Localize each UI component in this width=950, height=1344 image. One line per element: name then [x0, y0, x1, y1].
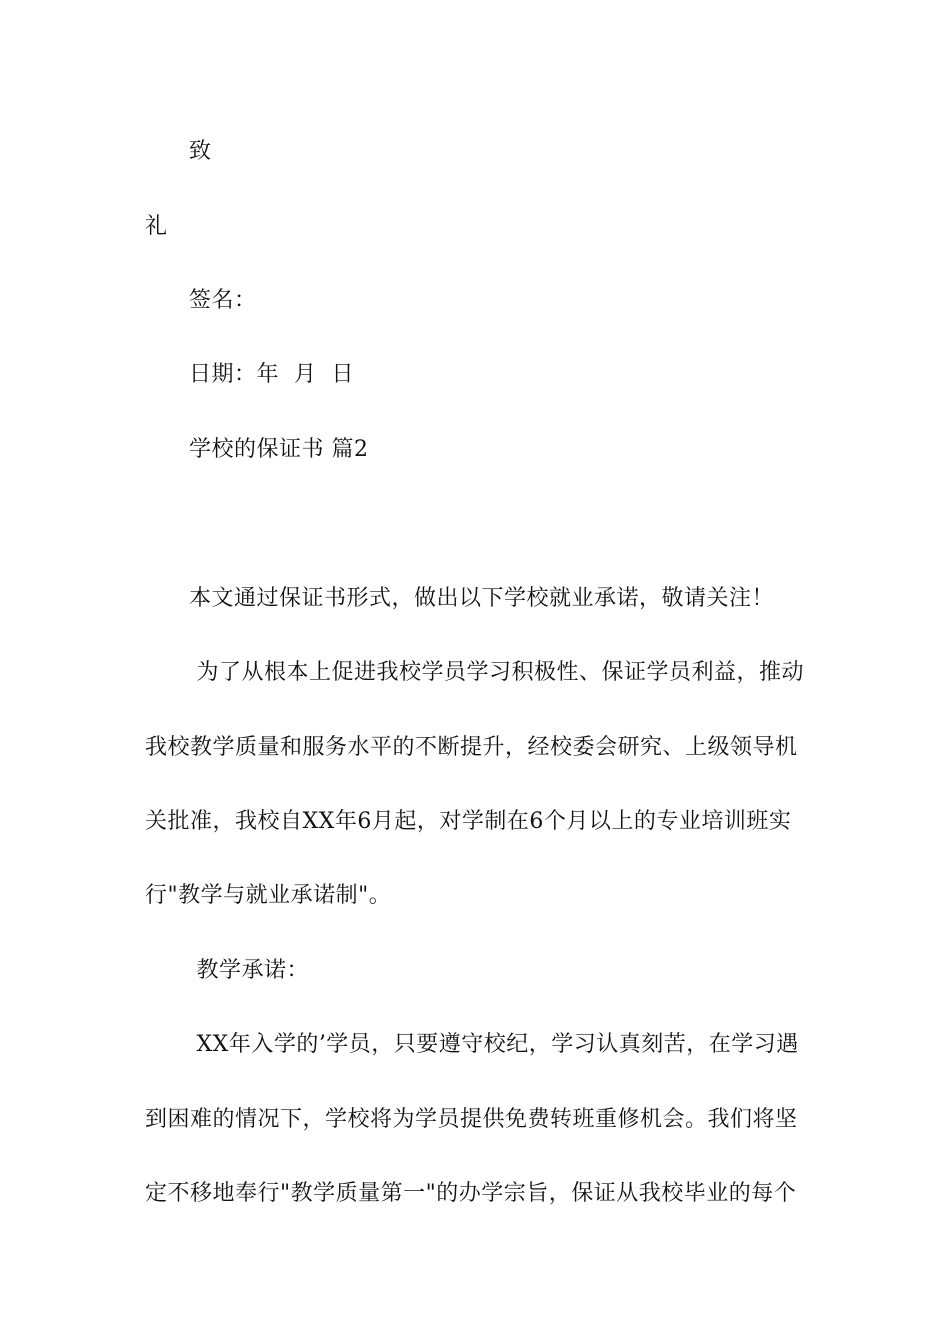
paragraph-2-line-3: 定不移地奉行"教学质量第一"的办学宗旨，保证从我校毕业的每个 [145, 1181, 797, 1206]
teaching-promise-heading: 教学承诺： [189, 958, 309, 983]
paragraph-1-line-3: 关批准，我校自XX年6月起，对学制在6个月以上的专业培训班实 [145, 809, 792, 834]
intro-paragraph: 本文通过保证书形式，做出以下学校就业承诺，敬请关注！ [189, 586, 775, 611]
paragraph-1-line-1: 为了从根本上促进我校学员学习积极性、保证学员利益，推动 [189, 660, 804, 685]
closing-li: 礼 [145, 214, 168, 239]
paragraph-1-line-2: 我校教学质量和服务水平的不断提升，经校委会研究、上级领导机 [145, 735, 798, 760]
closing-zhi: 致 [189, 139, 212, 164]
section-title: 学校的保证书 篇2 [189, 437, 369, 462]
date-label: 日期：年 月 日 [189, 362, 354, 387]
paragraph-1-line-4: 行"教学与就业承诺制"。 [145, 883, 392, 908]
paragraph-2-line-2: 到困难的情况下，学校将为学员提供免费转班重修机会。我们将坚 [145, 1107, 798, 1132]
paragraph-2-line-1: XX年入学的’学员，只要遵守校纪，学习认真刻苦，在学习遇 [189, 1032, 799, 1057]
signature-label: 签名： [189, 288, 257, 313]
